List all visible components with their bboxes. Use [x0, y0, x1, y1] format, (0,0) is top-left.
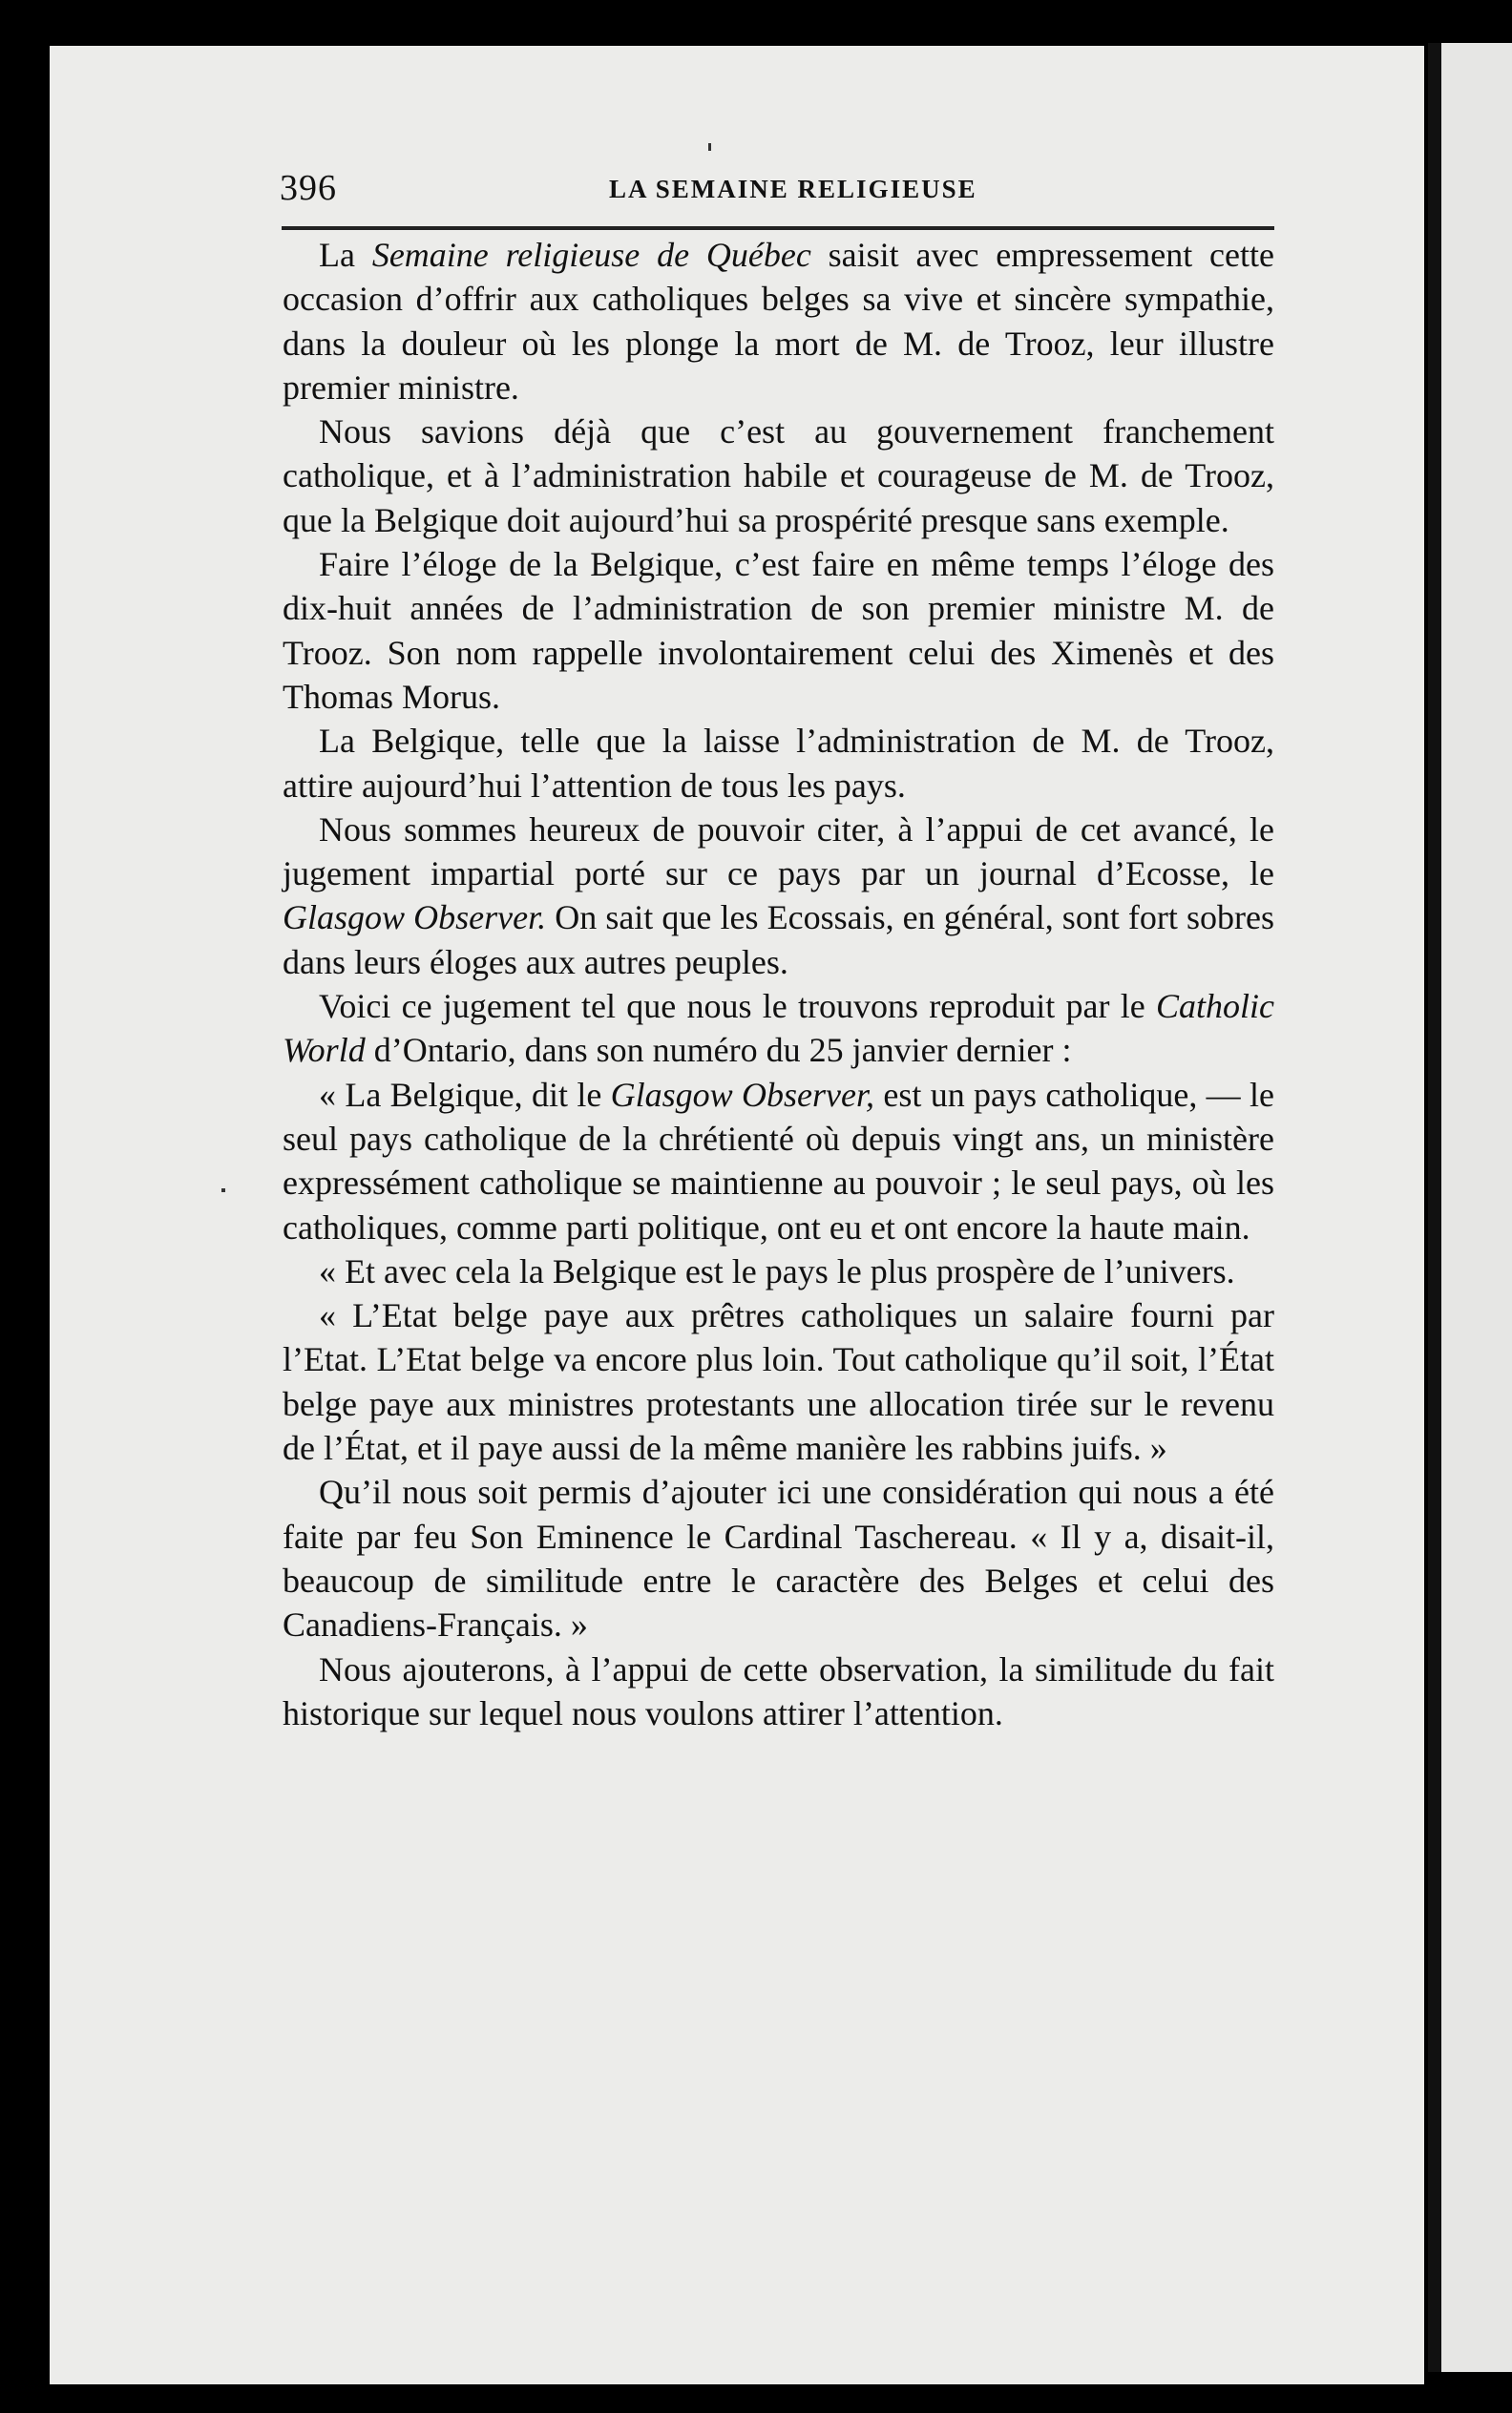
page-number: 396	[280, 168, 337, 208]
paragraph: Nous savions déjà que c’est au gouvernement franchement catholique, et à l’administration habile et courageuse de M. de Trooz, que la Belgique doit aujourd’hui sa prospérité presque sans exemple.	[283, 412, 1274, 539]
paragraph: La Belgique, telle que la laisse l’administration de M. de Trooz, attire aujourd’hui l’attention de tous les pays.	[283, 722, 1274, 805]
adjacent-page-edge	[1441, 43, 1512, 2372]
text-run: est un pays catholique, — le seul pays catholique de la chrétienté où depuis vingt ans, un ministère expressément catholique se maintienne au pouvoir ; le seul pays, où les catholiques, comme parti politique, ont eu et ont encore la haute main.	[283, 1075, 1274, 1247]
text-run: On sait que les Ecossais, en général, sont fort sobres dans leurs éloges aux autres peuples.	[283, 898, 1274, 981]
text-run: La	[319, 236, 372, 274]
paragraph	[283, 808, 1274, 984]
paragraph	[283, 1073, 1274, 1249]
body-text	[283, 233, 1274, 1735]
paragraph: Nous ajouterons, à l’appui de cette observation, la similitude du fait historique sur lequel nous voulons attirer l’attention.	[283, 1649, 1274, 1732]
page-gutter	[1428, 43, 1441, 2372]
header-rule	[282, 226, 1274, 230]
paragraph: « L’Etat belge paye aux prêtres catholiques un salaire fourni par l’Etat. L’Etat belge va encore plus loin. Tout catholique qu’il soit, l’État belge paye aux ministres protestants une allocation tirée sur le revenu de l’État, et il paye aussi de la même manière les rabbins juifs. »	[283, 1296, 1274, 1468]
paragraph	[283, 233, 1274, 409]
running-header	[280, 167, 1277, 224]
text-run: Voici ce jugement tel que nous le trouvons reproduit par le	[319, 987, 1156, 1026]
specks	[221, 1188, 225, 1192]
text-run: d’Ontario, dans son numéro du 25 janvier dernier :	[365, 1031, 1072, 1070]
paragraph: « Et avec cela la Belgique est le pays le plus prospère de l’univers.	[319, 1251, 1235, 1290]
paragraph	[283, 984, 1274, 1073]
publication-title: Catholic World	[283, 987, 1274, 1070]
paragraph: Faire l’éloge de la Belgique, c’est faire en même temps l’éloge des dix-huit années de l’administration de son premier ministre M. de Trooz. Son nom rappelle involontairement celui des Ximenès et des Thomas Morus.	[283, 545, 1274, 716]
running-title: LA SEMAINE RELIGIEUSE	[609, 175, 977, 203]
publication-title: Semaine religieuse de Québec	[371, 236, 811, 274]
text-run: « La Belgique, dit le	[319, 1075, 611, 1114]
publication-title: Glasgow Observer.	[283, 898, 547, 937]
publication-title: Glasgow Observer,	[610, 1075, 875, 1114]
specks	[708, 143, 711, 151]
paragraph: Qu’il nous soit permis d’ajouter ici une considération qui nous a été faite par feu Son Eminence le Cardinal Taschereau. « Il y a, disait-il, beaucoup de similitude entre le caractère des Belges et celui des Canadiens-Français. »	[283, 1473, 1274, 1645]
text-run: Nous sommes heureux de pouvoir citer, à l’appui de cet avancé, le jugement impartial porté sur ce pays par un journal d’Ecosse, le	[283, 809, 1274, 893]
text-run: saisit avec empressement cette occasion d’offrir aux catholiques belges sa vive et sincère sympathie, dans la douleur où les plonge la mort de M. de Trooz, leur illustre premier ministre.	[283, 236, 1274, 407]
